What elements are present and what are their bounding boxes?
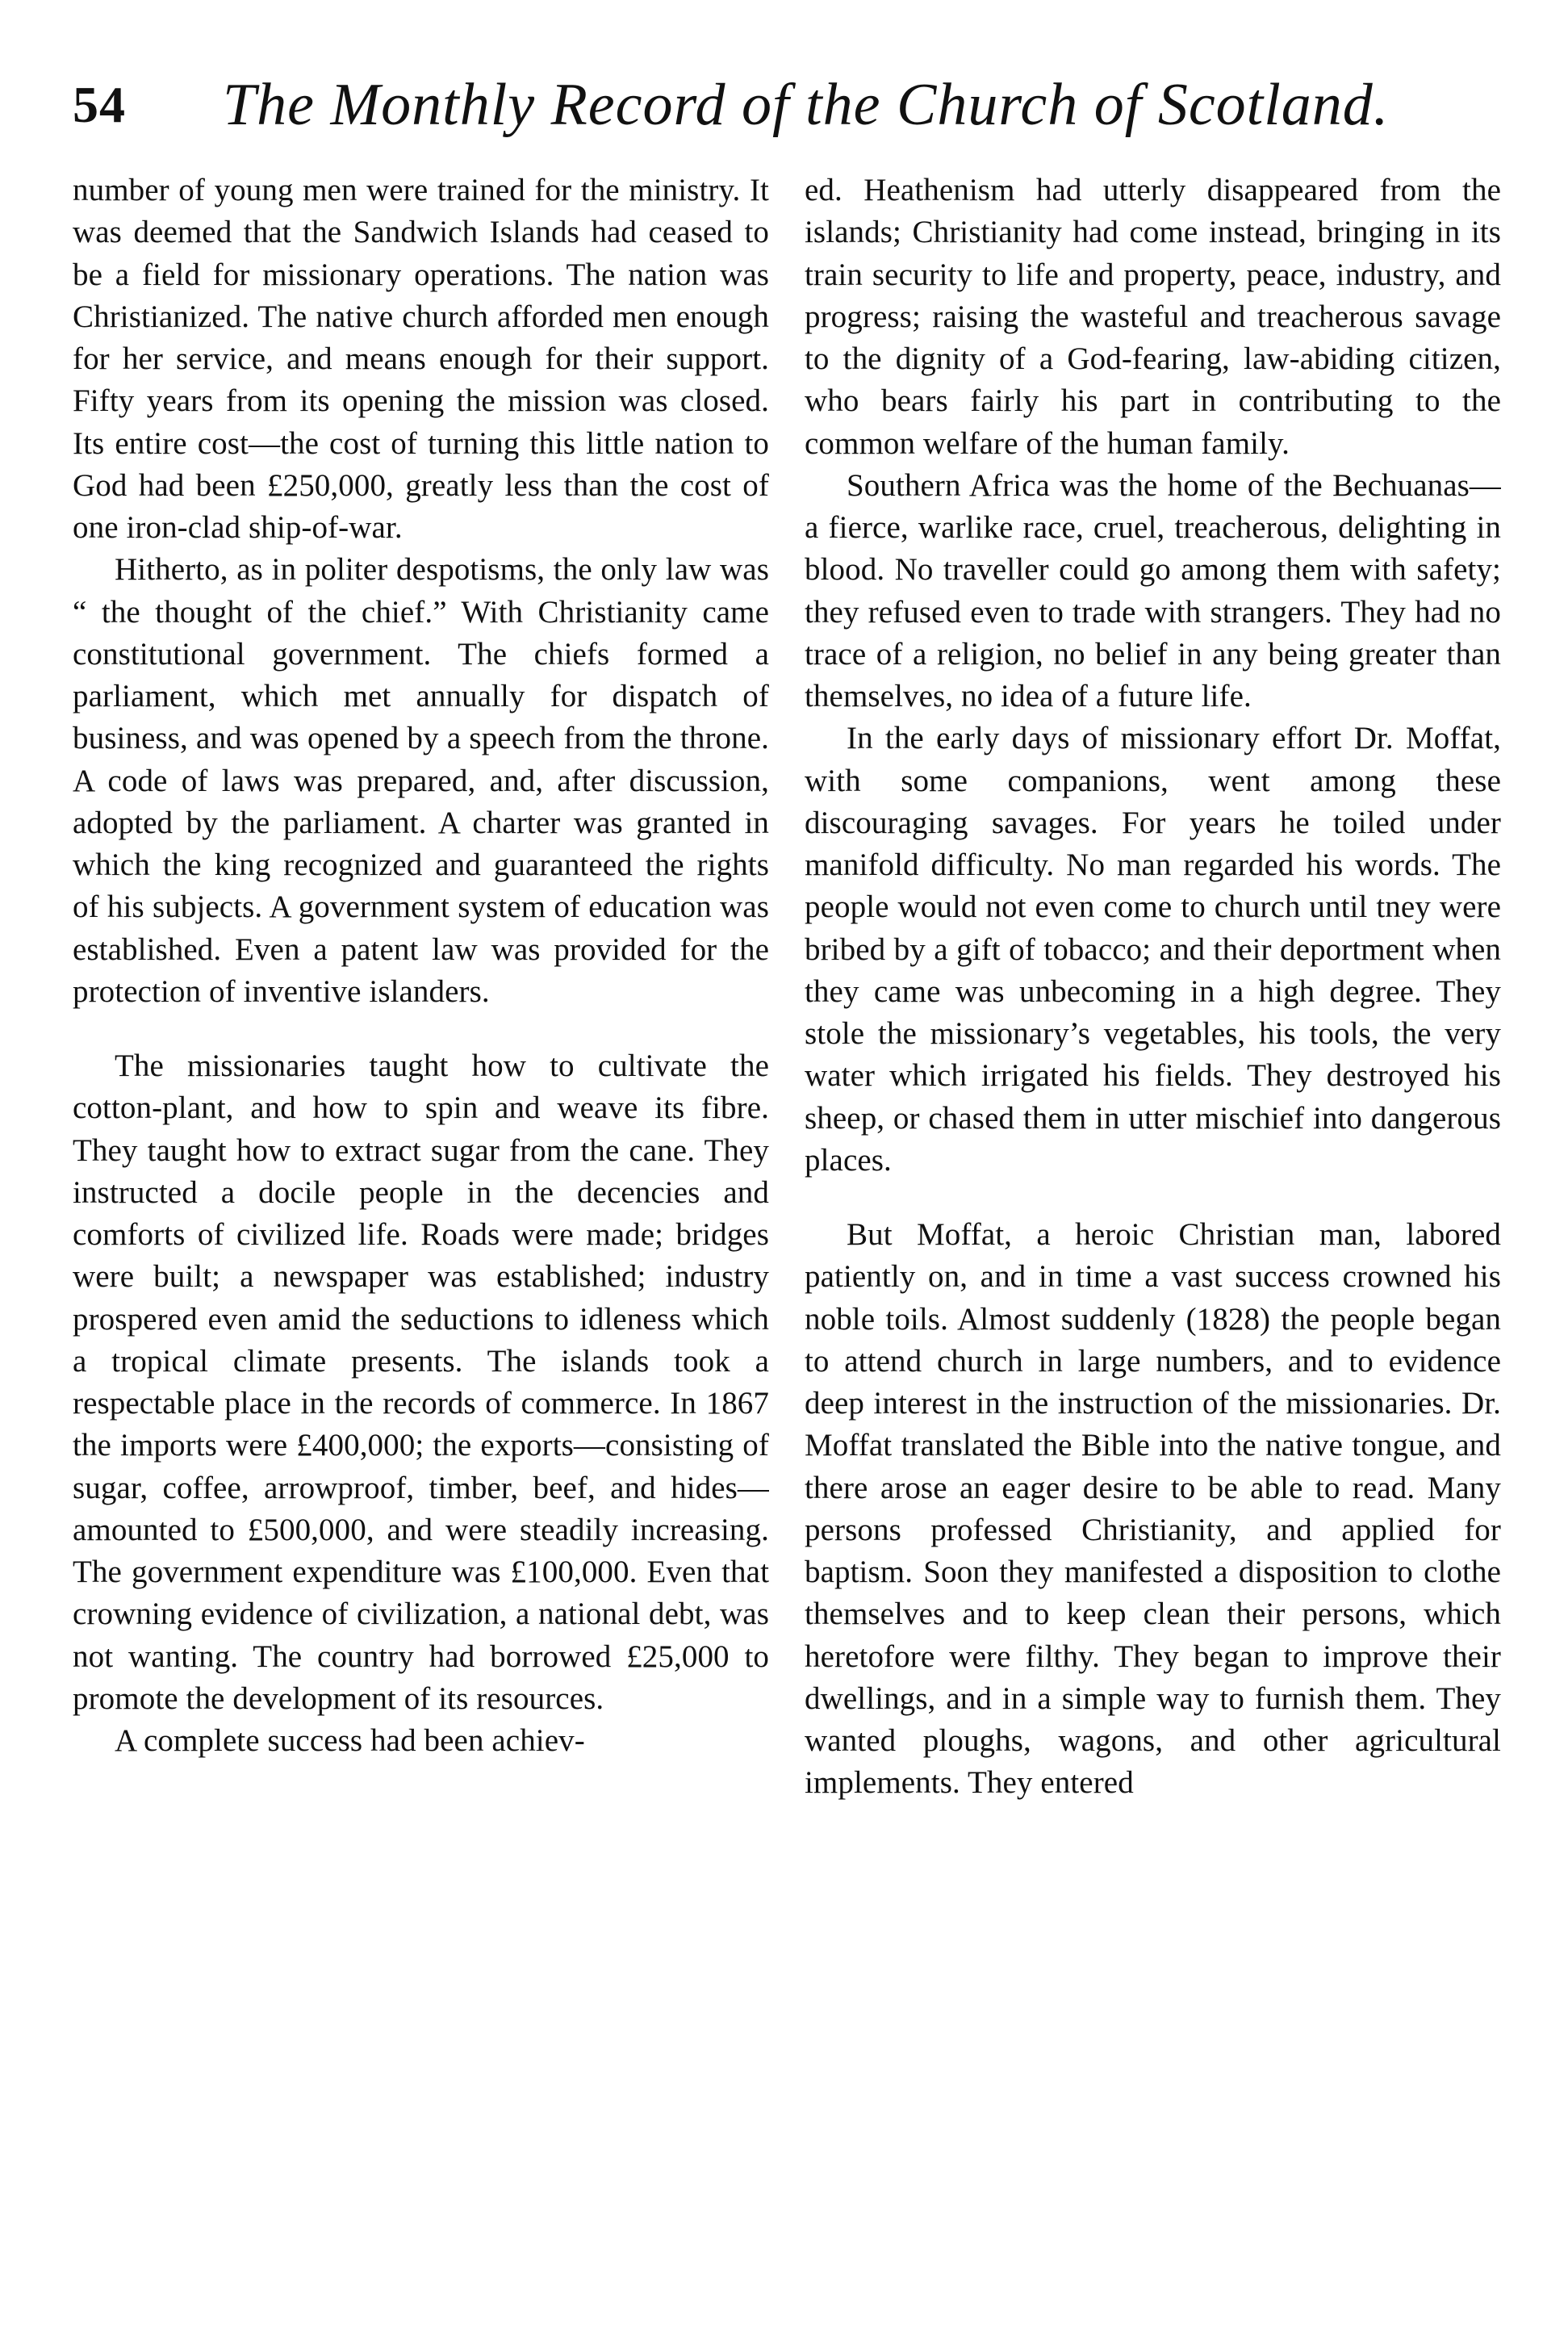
- right-paragraph-2: Southern Africa was the home of the Bechuanas—a fierce, warlike race, cruel, treacherous, delighting in blood. No traveller could go among them with safety; they refused even to trade with strangers. They had no trace of a religion, no belief in any being greater than themselves, no idea of a future life.: [805, 467, 1501, 714]
- left-column: [73, 169, 769, 2308]
- left-paragraph-3: The missionaries taught how to cultivate the cotton-plant, and how to spin and weave its fibre. They taught how to extract sugar from the cane. They instructed a docile people in the decencies and comforts of civilized life. Roads were made; bridges were built; a newspaper was established; industry prospered even amid the seductions to idleness which a tropical climate presents. The islands took a respectable place in the records of commerce. In 1867 the imports were £400,000; the exports—consisting of sugar, coffee, arrowproof, timber, beef, and hides—amounted to £500,000, and were steadily increasing. The government expenditure was £100,000. Even that crowning evidence of civilization, a national debt, was not wanting. The country had borrowed £25,000 to promote the development of its resources.: [73, 1048, 769, 1716]
- left-paragraph-1: number of young men were trained for the ministry. It was deemed that the Sandwich Islands had ceased to be a field for missionary operations. The nation was Christianized. The native church afforded men enough for her service, and means enough for their support. Fifty years from its opening the mission was closed. Its entire cost—the cost of turning this little nation to God had been £250,000, greatly less than the cost of one iron-clad ship-of-war.: [73, 173, 769, 545]
- right-column: [805, 169, 1501, 2308]
- right-paragraph-1: ed. Heathenism had utterly disappeared from the islands; Christianity had come instead, bringing in its train security to life and property, peace, industry, and progress; raising the wasteful and treacherous savage to the dignity of a God-fearing, law-abiding citizen, who bears fairly his part in contributing to the common welfare of the human family.: [805, 173, 1501, 461]
- left-paragraph-2: Hitherto, as in politer despotisms, the only law was “ the thought of the chief.” With Christianity came constitutional government. The chiefs formed a parliament, which met annually for dispatch of business, and was opened by a speech from the throne. A code of laws was prepared, and, after discussion, adopted by the parliament. A charter was granted in which the king recognized and guaranteed the rights of his subjects. A government system of education was established. Even a patent law was provided for the protection of inventive islanders.: [73, 552, 769, 1009]
- right-paragraph-4: But Moffat, a heroic Christian man, labored patiently on, and in time a vast success crowned his noble toils. Almost suddenly (1828) the people began to attend church in large numbers, and to evidence deep interest in the instruction of the missionaries. Dr. Moffat translated the Bible into the native tongue, and there arose an eager desire to be able to read. Many persons professed Christianity, and applied for baptism. Soon they manifested a disposition to clothe themselves and to keep clean their persons, which heretofore were filthy. They began to improve their dwellings, and in a simple way to furnish them. They wanted ploughs, wagons, and other agricultural implements. They entered: [805, 1217, 1501, 1801]
- left-paragraph-4: A complete success had been achiev-: [115, 1723, 585, 1758]
- page-header: [73, 56, 1501, 153]
- page-number: 54: [73, 76, 126, 133]
- right-paragraph-3: In the early days of missionary effort Dr. Moffat, with some companions, went among these discouraging savages. For years he toiled under manifold difficulty. No man regarded his words. The people would not even come to church until tney were bribed by a gift of tobacco; and their deportment when they came was unbecoming in a high degree. They stole the missionary’s vegetables, his tools, the very water which irrigated his fields. They destroyed his sheep, or chased them in utter mischief into dangerous places.: [805, 721, 1501, 1178]
- document-page: [73, 56, 1501, 2325]
- running-title: The Monthly Record of the Church of Scotland.: [223, 71, 1390, 138]
- text-columns: [73, 169, 1501, 2308]
